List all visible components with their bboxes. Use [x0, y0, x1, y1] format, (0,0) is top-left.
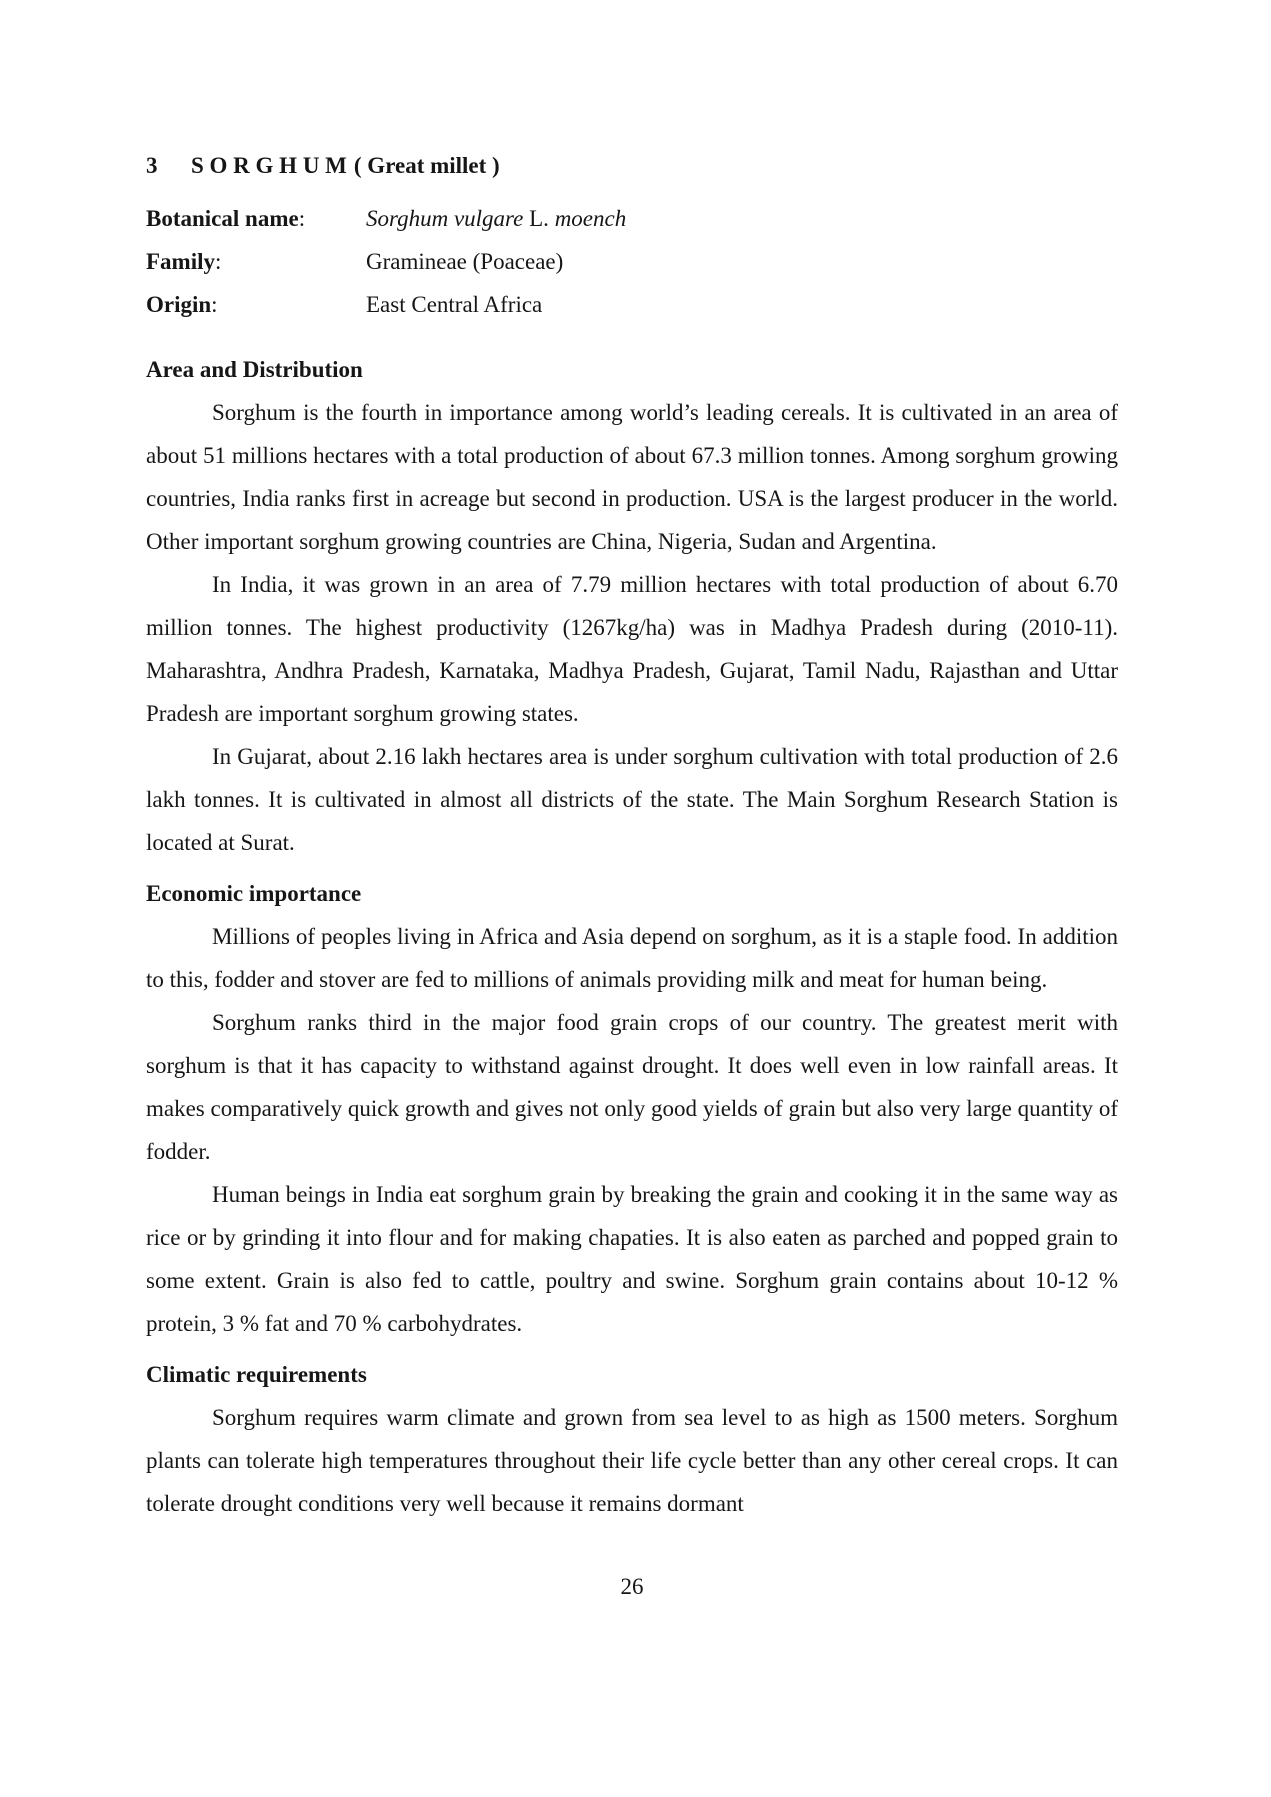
info-row-origin — [146, 283, 1118, 326]
info-label-colon: : — [298, 206, 306, 231]
botanical-name-authority: L. — [523, 206, 555, 231]
chapter-title — [146, 144, 1118, 187]
page-content — [146, 144, 1118, 1608]
info-label — [146, 197, 366, 240]
botanical-name-latin: Sorghum vulgare — [366, 206, 524, 231]
info-row-family — [146, 240, 1118, 283]
paragraph-area-3: In Gujarat, about 2.16 lakh hectares area is under sorghum cultivation with total production of 2.6 lakh tonnes. It is cultivated in almost all districts of the state. The Main Sorghum Research Station is located at Surat. — [146, 744, 1118, 855]
section-heading-climatic-requirements: Climatic requirements — [146, 1362, 367, 1387]
paragraph-economic-3: Human beings in India eat sorghum grain by breaking the grain and cooking it in the same way as rice or by grinding it into flour and for making chapaties. It is also eaten as parched and popped grain to some extent. Grain is also fed to cattle, poultry and swine. Sorghum grain contains about 10-12 % protein, 3 % fat and 70 % carbohydrates. — [146, 1182, 1118, 1336]
paragraph-area-1: Sorghum is the fourth in importance among world’s leading cereals. It is cultivated in an area of about 51 millions hectares with a total production of about 67.3 million tonnes. Among sorghum growing countries, India ranks first in acreage but second in production. USA is the largest producer in the world. Other important sorghum growing countries are China, Nigeria, Sudan and Argentina. — [146, 400, 1118, 554]
info-label-colon: : — [215, 249, 222, 274]
info-label-text: Origin — [146, 292, 212, 317]
section-heading-economic-importance: Economic importance — [146, 881, 362, 906]
info-label-text: Botanical name — [146, 206, 299, 231]
info-value-botanical-name — [366, 206, 626, 231]
page-number: 26 — [620, 1574, 644, 1599]
info-label-colon: : — [211, 292, 218, 317]
info-row-botanical-name — [146, 197, 1118, 240]
info-value-family: Gramineae (Poaceae) — [366, 249, 564, 274]
paragraph-economic-2: Sorghum ranks third in the major food grain crops of our country. The greatest merit with sorghum is that it has capacity to withstand against drought. It does well even in low rainfall areas. It makes comparatively quick growth and gives not only good yields of grain but also very large quantity of fodder. — [146, 1010, 1118, 1164]
chapter-name: S O R G H U M — [191, 153, 347, 178]
info-label-text: Family — [146, 249, 215, 274]
paragraph-area-2: In India, it was grown in an area of 7.79 million hectares with total production of about 6.70 million tonnes. The highest productivity (1267kg/ha) was in Madhya Pradesh during (2010-11). Maharashtra, Andhra Pradesh, Karnataka, Madhya Pradesh, Gujarat, Tamil Nadu, Rajasthan and Uttar Pradesh are important sorghum growing states. — [146, 572, 1118, 726]
chapter-subtitle: ( Great millet ) — [353, 153, 500, 178]
info-label — [146, 240, 366, 283]
info-value-origin: East Central Africa — [366, 292, 543, 317]
section-heading-area-and-distribution: Area and Distribution — [146, 357, 363, 382]
chapter-number: 3 — [146, 153, 158, 178]
info-label — [146, 283, 366, 326]
botanical-name-epithet: moench — [554, 206, 627, 231]
paragraph-economic-1: Millions of peoples living in Africa and Asia depend on sorghum, as it is a staple food. In addition to this, fodder and stover are fed to millions of animals providing milk and meat for human being. — [146, 924, 1118, 992]
paragraph-climatic-1: Sorghum requires warm climate and grown from sea level to as high as 1500 meters. Sorghum plants can tolerate high temperatures throughout their life cycle better than any other cereal crops. It can tolerate drought conditions very well because it remains dormant — [146, 1405, 1118, 1516]
botanical-info-block — [146, 197, 1118, 326]
